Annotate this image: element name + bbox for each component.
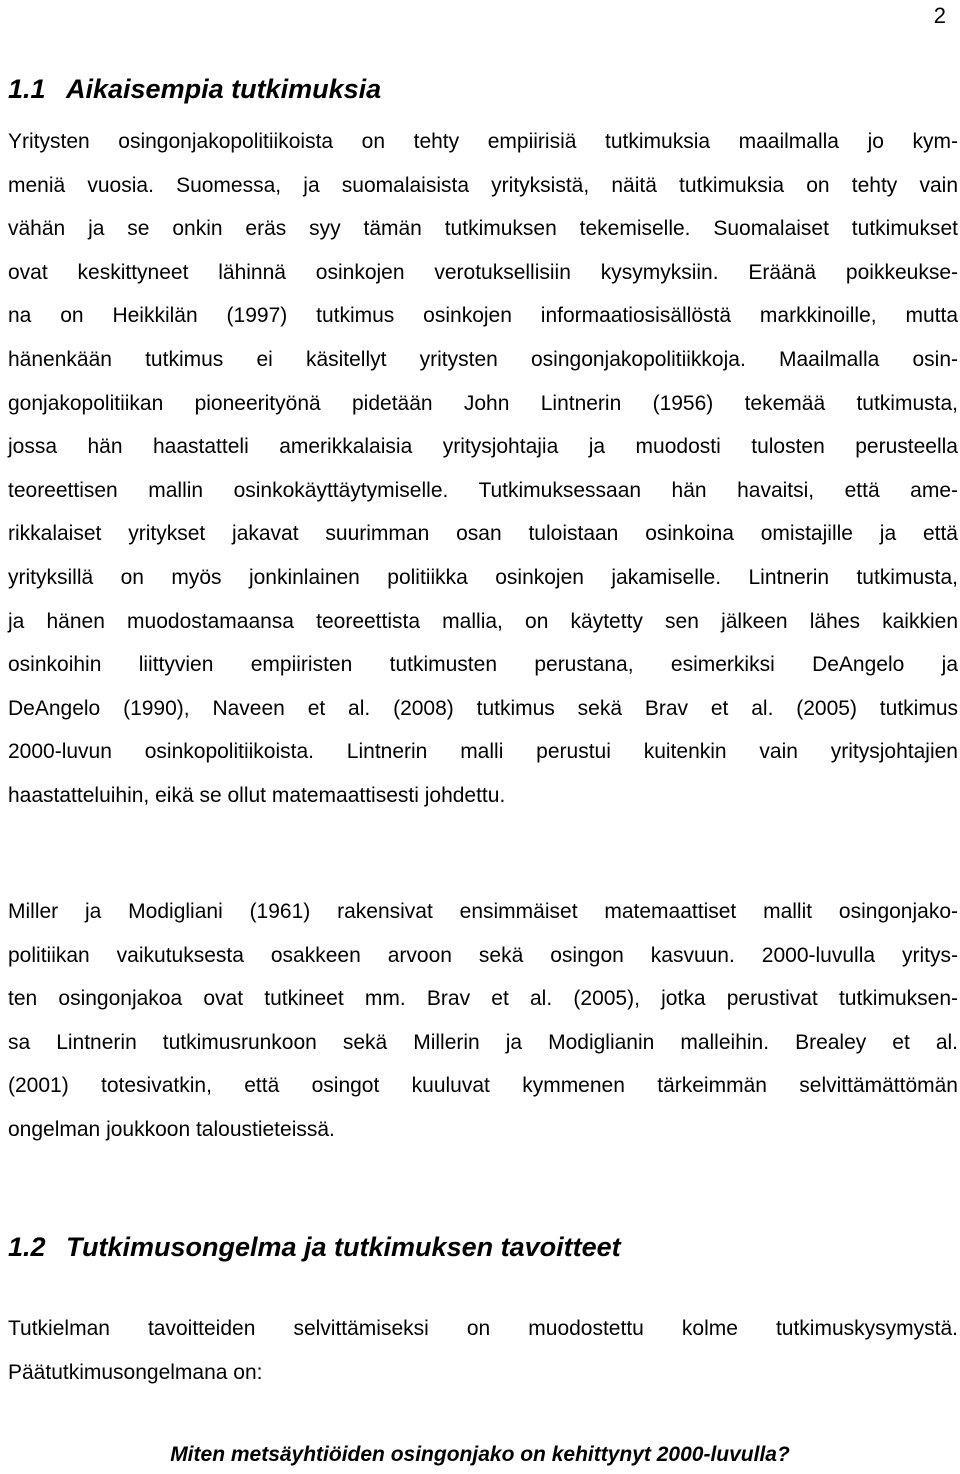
text-line: jossa hän haastatteli amerikkalaisia yritysjohtajia ja muodosti tulosten perusteella xyxy=(8,435,958,459)
text-line: na on Heikkilän (1997) tutkimus osinkojen informaatiosisällöstä markkinoille, mutta xyxy=(8,304,958,328)
text-line: Tutkielman tavoitteiden selvittämiseksi on muodostettu kolme tutkimuskysymystä. xyxy=(8,1317,958,1340)
text-line: ongelman joukkoon taloustieteissä. xyxy=(8,1117,335,1141)
text-line: Yritysten osingonjakopolitiikoista on tehty empiirisiä tutkimuksia maailmalla jo kym- xyxy=(8,130,958,153)
text-line: DeAngelo (1990), Naveen et al. (2008) tutkimus sekä Brav et al. (2005) tutkimus xyxy=(8,696,958,720)
section-number: 1.2 xyxy=(8,1232,46,1262)
text-line: 2000-luvun osinkopolitiikoista. Lintnerin malli perustui kuitenkin vain yritysjohtajien xyxy=(8,740,958,764)
page-number: 2 xyxy=(933,3,946,28)
section-title: Aikaisempia tutkimuksia xyxy=(66,74,382,104)
text-line: osinkoihin liittyvien empiiristen tutkimusten perustana, esimerkiksi DeAngelo ja xyxy=(8,653,958,677)
text-line: meniä vuosia. Suomessa, ja suomalaisista yrityksistä, näitä tutkimuksia on tehty vain xyxy=(8,173,958,197)
text-line: politiikan vaikutuksesta osakkeen arvoon sekä osingon kasvuun. 2000-luvulla yritys- xyxy=(8,943,958,967)
paragraph-previous-research-2 xyxy=(8,890,958,1152)
text-line: Päätutkimusongelmana on: xyxy=(8,1360,263,1384)
text-line: ja hänen muodostamaansa teoreettista mallia, on käytetty sen jälkeen lähes kaikkien xyxy=(8,609,958,633)
main-research-question: Miten metsäyhtiöiden osingonjako on kehittynyt 2000-luvulla? xyxy=(170,1443,790,1466)
section-number: 1.1 xyxy=(8,74,46,104)
text-line: haastatteluihin, eikä se ollut matemaattisesti johdettu. xyxy=(8,783,506,807)
paragraph-research-problem xyxy=(8,1307,958,1394)
section-heading-1-2 xyxy=(8,1230,621,1264)
text-line: gonjakopolitiikan pioneerityönä pidetään John Lintnerin (1956) tekemää tutkimusta, xyxy=(8,391,958,415)
text-line: teoreettisen mallin osinkokäyttäytymiselle. Tutkimuksessaan hän havaitsi, että ame- xyxy=(8,478,958,502)
text-line: hänenkään tutkimus ei käsitellyt yritysten osingonjakopolitiikkoja. Maailmalla osin- xyxy=(8,347,958,371)
section-title: Tutkimusongelma ja tutkimuksen tavoitteet xyxy=(66,1232,621,1262)
text-line: vähän ja se onkin eräs syy tämän tutkimuksen tekemiselle. Suomalaiset tutkimukset xyxy=(8,217,958,241)
text-line: yrityksillä on myös jonkinlainen politiikka osinkojen jakamiselle. Lintnerin tutkimusta, xyxy=(8,565,958,589)
text-line: Miller ja Modigliani (1961) rakensivat ensimmäiset matemaattiset mallit osingonjako- xyxy=(8,900,958,923)
text-line: rikkalaiset yritykset jakavat suurimman osan tuloistaan osinkoina omistajille ja että xyxy=(8,522,958,546)
text-line: ovat keskittyneet lähinnä osinkojen verotuksellisiin kysymyksiin. Eräänä poikkeukse- xyxy=(8,260,958,284)
text-line: (2001) totesivatkin, että osingot kuuluvat kymmenen tärkeimmän selvittämättömän xyxy=(8,1074,958,1098)
paragraph-previous-research-1 xyxy=(8,120,958,818)
text-line: ten osingonjakoa ovat tutkineet mm. Brav et al. (2005), jotka perustivat tutkimuksen- xyxy=(8,987,958,1011)
text-line: sa Lintnerin tutkimusrunkoon sekä Millerin ja Modiglianin malleihin. Brealey et al. xyxy=(8,1030,958,1054)
section-heading-1-1 xyxy=(8,72,381,106)
